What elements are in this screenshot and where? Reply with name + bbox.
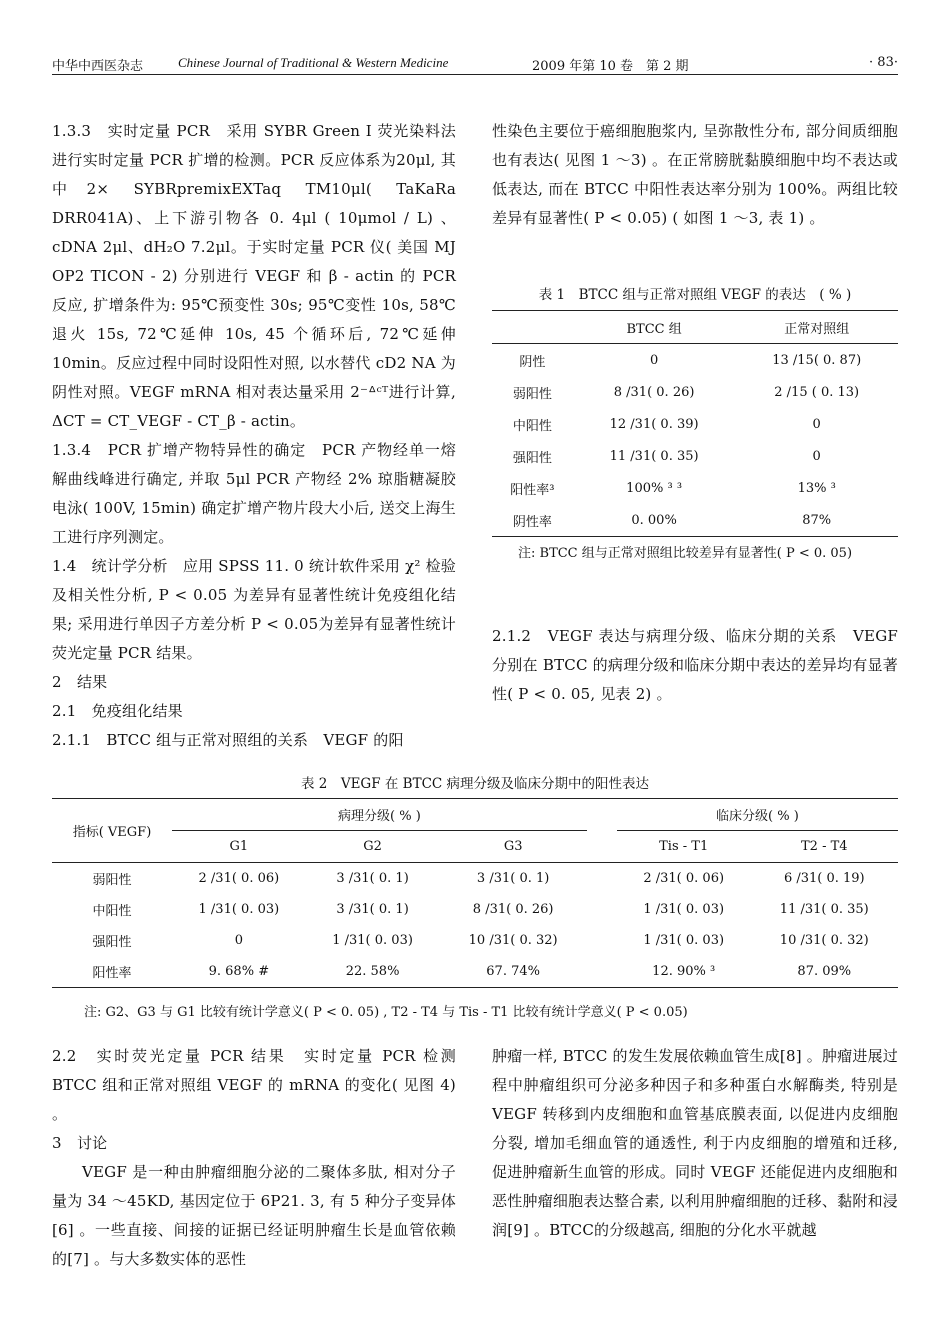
table2-subheader: G3 xyxy=(503,839,523,854)
section-2-1-heading: 2.1 免疫组化结果 xyxy=(52,702,183,720)
section-2-heading: 2 结果 xyxy=(52,673,108,691)
table-cell: 9. 68% # xyxy=(208,964,270,979)
table-row xyxy=(492,504,898,537)
table-row xyxy=(492,440,898,472)
table-cell: 3 /31( 0. 1) xyxy=(336,902,409,917)
table-cell: 10 /31( 0. 32) xyxy=(779,933,869,948)
table-cell: 1 /31( 0. 03) xyxy=(643,902,725,917)
table-row xyxy=(492,376,898,408)
journal-title-en: Chinese Journal of Traditional & Western Medicine xyxy=(178,55,449,70)
table-cell: 1 /31( 0. 03) xyxy=(332,933,413,948)
table-cell: 1 /31( 0. 03) xyxy=(643,933,725,948)
table2-row-header: 指标( VEGF) xyxy=(72,825,152,840)
right-column-bottom xyxy=(492,1042,898,1245)
table-cell: 中阳性 xyxy=(512,418,552,434)
table-cell: 87% xyxy=(802,512,832,528)
table-cell: 阳性率 xyxy=(92,966,132,981)
table1-header-cell: 正常对照组 xyxy=(784,321,850,337)
table-cell: 0 xyxy=(649,352,659,368)
left-column-bottom xyxy=(52,1042,456,1274)
table-cell: 12. 90% ³ xyxy=(652,964,716,979)
table2-subheader: G2 xyxy=(363,839,382,854)
table2-subheader: T2 - T4 xyxy=(801,839,848,854)
table-row xyxy=(52,894,898,925)
table-cell: 87. 09% xyxy=(797,964,852,979)
table1-header-row xyxy=(492,311,898,344)
table-cell: 10 /31( 0. 32) xyxy=(468,933,558,948)
table-cell: 22. 58% xyxy=(345,964,400,979)
table-cell: 8 /31( 0. 26) xyxy=(613,384,695,400)
table-cell: 0 xyxy=(234,933,243,948)
table-cell: 6 /31( 0. 19) xyxy=(783,871,865,886)
table1-caption: 表 1 BTCC 组与正常对照组 VEGF 的表达 ( % ) xyxy=(538,287,852,303)
table-row xyxy=(52,925,898,956)
para-discussion-1: VEGF 是一种由肿瘤细胞分泌的二聚体多肽, 相对分子量为 34 ～45KD, 基因定位于 6P21. 3, 有 5 种分子变异体[6] 。一些直接、间接的证据已经证明肿瘤生长是血管依赖的[7] 。与大多数实体的恶性 xyxy=(52,1163,456,1268)
section-3-heading: 3 讨论 xyxy=(52,1134,108,1152)
table2-group-pathology: 病理分级( % ) xyxy=(172,799,587,831)
table-cell: 2 /15 ( 0. 13) xyxy=(774,384,860,400)
para-discussion-2: 肿瘤一样, BTCC 的发生发展依赖血管生成[8] 。肿瘤进展过程中肿瘤组织可分泌多种因子和多种蛋白水解酶类, 特别是 VEGF 转移到内皮细胞和血管基底膜表面, 以促进内皮细胞分裂, 增加毛细血管的通透性, 利于内皮细胞的增殖和迁移, 促进肿瘤新生血管的形成。同时 VEGF 还能促进内皮细胞和恶性肿瘤细胞表达整合素, 以利用肿瘤细胞的迁移、黏附和浸润[9] 。BTCC的分级越高, 细胞的分化水平就越 xyxy=(492,1047,898,1239)
table-cell: 11 /31( 0. 35) xyxy=(779,902,869,917)
table-cell: 67. 74% xyxy=(486,964,540,979)
table-cell: 100% ³ ³ xyxy=(626,480,683,496)
table-row xyxy=(492,408,898,440)
table1 xyxy=(492,310,898,537)
table-row xyxy=(52,956,898,988)
table-cell: 弱阳性 xyxy=(512,386,552,402)
table-cell: 0 xyxy=(812,448,821,464)
table2-subheader: Tis - T1 xyxy=(659,839,709,854)
table2-subheader: G1 xyxy=(229,839,249,854)
para-1-3-4: 1.3.4 PCR 扩增产物特异性的确定 PCR 产物经单一熔解曲线峰进行确定, 并取 5μl PCR 产物经 2% 琼脂糖凝胶电泳( 100V, 15min) 确定扩增产物片段大小后, 送交上海生工进行序列测定。 xyxy=(52,441,456,546)
table-cell: 13% ³ xyxy=(797,480,836,496)
table-cell: 中阳性 xyxy=(92,904,132,919)
left-column-top xyxy=(52,117,456,755)
para-2-2: 2.2 实时荧光定量 PCR 结果 实时定量 PCR 检测 BTCC 组和正常对照组 VEGF 的 mRNA 的变化( 见图 4) 。 xyxy=(52,1047,456,1123)
journal-title-cn: 中华中西医杂志 xyxy=(52,59,144,74)
table-row xyxy=(52,863,898,895)
running-header xyxy=(52,52,898,75)
table-cell: 弱阳性 xyxy=(92,873,132,888)
table-cell: 强阳性 xyxy=(92,935,132,950)
table2 xyxy=(52,798,898,988)
table-cell: 2 /31( 0. 06) xyxy=(198,871,280,886)
right-column-mid xyxy=(492,622,898,709)
table-cell: 8 /31( 0. 26) xyxy=(472,902,554,917)
issue-info: 2009 年第 10 卷 第 2 期 xyxy=(532,59,689,74)
table2-caption: 表 2 VEGF 在 BTCC 病理分级及临床分期中的阳性表达 xyxy=(300,776,650,792)
table-cell: 3 /31( 0. 1) xyxy=(476,871,550,886)
table-cell: 0. 00% xyxy=(631,512,677,528)
table-row xyxy=(492,472,898,504)
table-cell: 13 /15( 0. 87) xyxy=(772,352,862,368)
para-1-4: 1.4 统计学分析 应用 SPSS 11. 0 统计软件采用 χ² 检验及相关性分析, P < 0.05 为差异有显著性统计免疫组化结果; 采用进行单因子方差分析 P < 0.05为差异有显著性统计荧光定量 PCR 结果。 xyxy=(52,557,456,662)
table-cell: 0 xyxy=(812,416,821,432)
table-cell: 11 /31( 0. 35) xyxy=(609,448,699,464)
table-cell: 阴性率 xyxy=(512,514,552,530)
para-2-1-2: 2.1.2 VEGF 表达与病理分级、临床分期的关系 VEGF 分别在 BTCC 的病理分级和临床分期中表达的差异均有显著性( P < 0. 05, 见表 2) 。 xyxy=(492,627,898,703)
table1-note: 注: BTCC 组与正常对照组比较差异有显著性( P < 0. 05) xyxy=(518,546,853,561)
table-cell: 阴性 xyxy=(519,354,546,370)
para-2-1-1-cont: 性染色主要位于癌细胞胞浆内, 呈弥散性分布, 部分间质细胞也有表达( 见图 1 ～3) 。在正常膀胱黏膜细胞中均不表达或低表达, 而在 BTCC 中阳性表达率分别为 100%。两组比较差异有显著性( P < 0.05) ( 如图 1 ～3, 表 1) 。 xyxy=(492,122,898,227)
table1-header-cell: BTCC 组 xyxy=(626,321,682,337)
para-2-1-1: 2.1.1 BTCC 组与正常对照组的关系 VEGF 的阳 xyxy=(52,731,404,749)
para-1-3-3: 1.3.3 实时定量 PCR 采用 SYBR Green I 荧光染料法进行实时定量 PCR 扩增的检测。PCR 反应体系为20μl, 其中2× SYBRpremixEXTaq TM10μl( TaKaRa DRR041A)、上下游引物各 0. 4μl ( 10μmol / L) 、cDNA 2μl、dH₂O 7.2μl。于实时定量 PCR 仪( 美国 MJ OP2 TICON - 2) 分别进行 VEGF 和 β - actin 的 PCR 反应, 扩增条件为: 95℃预变性 30s; 95℃变性 10s, 58℃退火 15s, 72℃延伸 10s, 45 个循环后, 72℃延伸 10min。反应过程中同时设阳性对照, 以水替代 cD2 NA 为阴性对照。VEGF mRNA 相对表达量采用 2⁻ᐞᶜᵀ进行计算, ΔCT = CT_VEGF - CT_β - actin。 xyxy=(52,122,456,430)
table-cell: 12 /31( 0. 39) xyxy=(609,416,699,432)
table-cell: 2 /31( 0. 06) xyxy=(643,871,725,886)
table-cell: 强阳性 xyxy=(512,450,552,466)
table2-group-clinical: 临床分级( % ) xyxy=(617,799,898,831)
table-cell: 1 /31( 0. 03) xyxy=(198,902,280,917)
page-number: · 83· xyxy=(869,55,898,70)
table-cell: 3 /31( 0. 1) xyxy=(336,871,409,886)
right-column-top xyxy=(492,117,898,233)
table1-header-cell xyxy=(492,311,573,344)
table-row xyxy=(492,344,898,377)
table2-note: 注: G2、G3 与 G1 比较有统计学意义( P < 0. 05) , T2 - T4 与 Tis - T1 比较有统计学意义( P < 0.05) xyxy=(84,1005,688,1020)
table-cell: 阳性率³ xyxy=(510,482,555,498)
table2-subheader-row xyxy=(52,831,898,863)
table2-group-row xyxy=(52,799,898,831)
